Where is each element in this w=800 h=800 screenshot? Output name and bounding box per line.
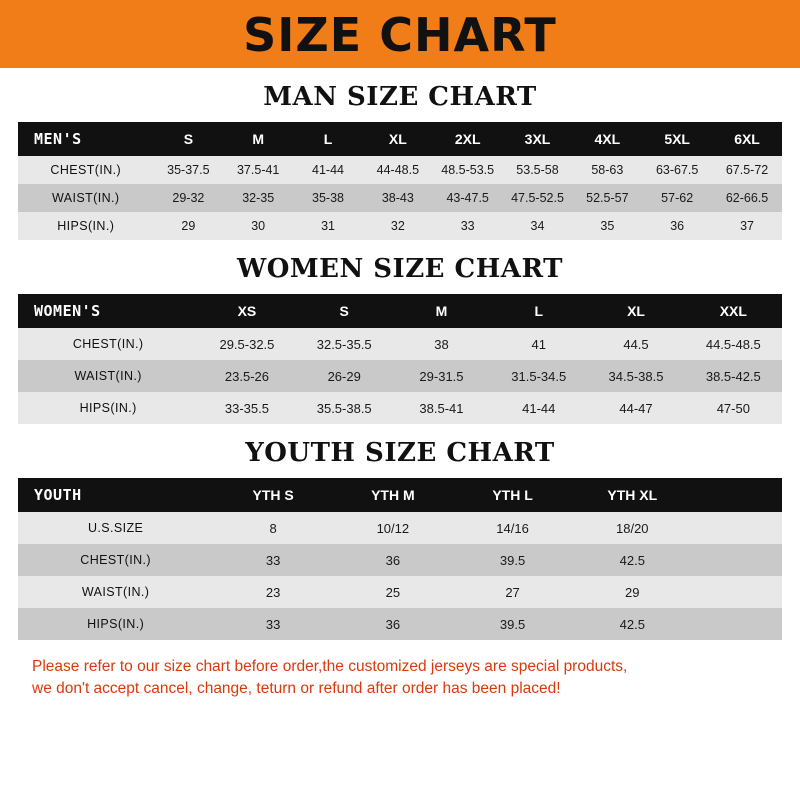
men-col-8: 6XL xyxy=(734,131,760,147)
men-hips-6: 35 xyxy=(600,219,615,233)
section-title-youth: YOUTH SIZE CHART xyxy=(245,438,555,468)
youth-cell-spacer xyxy=(692,576,782,608)
women-chest-0: 29.5-32.5 xyxy=(219,336,275,352)
youth-cell-spacer xyxy=(692,512,782,544)
women-waist-3: 31.5-34.5 xyxy=(511,368,567,384)
youth-hips-2: 39.5 xyxy=(499,616,526,632)
youth-col-1: YTH M xyxy=(371,487,415,503)
men-corner-label: MEN'S xyxy=(34,130,82,148)
men-size-table xyxy=(18,122,782,240)
youth-hips-1: 36 xyxy=(385,616,401,632)
women-hips-1: 35.5-38.5 xyxy=(316,400,372,416)
men-chest-4: 48.5-53.5 xyxy=(441,163,495,177)
men-waist-4: 43-47.5 xyxy=(446,191,489,205)
youth-size-table xyxy=(18,478,782,640)
youth-waist-2: 27 xyxy=(505,584,520,600)
women-hips-0: 33-35.5 xyxy=(224,400,269,416)
youth-waist-0: 23 xyxy=(265,584,281,600)
youth-col-spacer xyxy=(692,478,782,512)
men-hips-0: 29 xyxy=(181,219,196,233)
chart-content xyxy=(0,82,800,701)
youth-col-2: YTH L xyxy=(492,487,533,503)
women-row-label-hips: HIPS(IN.) xyxy=(79,401,137,415)
table-row xyxy=(18,544,782,576)
table-header-row xyxy=(18,478,782,512)
women-chest-3: 41 xyxy=(531,336,546,352)
women-size-table xyxy=(18,294,782,424)
table-row xyxy=(18,212,782,240)
table-row xyxy=(18,184,782,212)
youth-hips-0: 33 xyxy=(265,616,281,632)
women-hips-5: 47-50 xyxy=(716,400,750,416)
youth-row-label-waist: WAIST(IN.) xyxy=(81,585,150,599)
youth-cell-spacer xyxy=(692,544,782,576)
men-chest-1: 37.5-41 xyxy=(236,163,280,177)
section-man xyxy=(18,82,782,240)
women-col-1: S xyxy=(339,303,349,319)
youth-chest-0: 33 xyxy=(265,552,281,568)
men-row-label-waist: WAIST(IN.) xyxy=(52,191,120,205)
men-table-header xyxy=(18,122,782,156)
youth-chest-1: 36 xyxy=(385,552,401,568)
youth-table-body xyxy=(18,512,782,640)
men-waist-5: 47.5-52.5 xyxy=(511,191,564,205)
youth-waist-1: 25 xyxy=(385,584,401,600)
women-row-label-waist: WAIST(IN.) xyxy=(74,369,142,383)
men-waist-1: 32-35 xyxy=(242,191,275,205)
men-col-5: 3XL xyxy=(524,131,551,147)
men-waist-2: 35-38 xyxy=(312,191,345,205)
page-banner xyxy=(0,0,800,68)
men-row-label-hips: HIPS(IN.) xyxy=(57,219,115,233)
women-hips-2: 38.5-41 xyxy=(419,400,464,416)
women-waist-4: 34.5-38.5 xyxy=(608,368,664,384)
men-col-7: 5XL xyxy=(664,131,690,147)
men-waist-7: 57-62 xyxy=(661,191,694,205)
notice-line-2: we don't accept cancel, change, teturn or refund after order has been placed! xyxy=(32,680,561,698)
men-row-label-chest: CHEST(IN.) xyxy=(50,163,122,177)
men-hips-4: 33 xyxy=(460,219,475,233)
youth-col-3: YTH XL xyxy=(607,487,658,503)
page-title: SIZE CHART xyxy=(243,8,557,62)
youth-ussize-0: 8 xyxy=(269,520,277,536)
men-chest-7: 63-67.5 xyxy=(655,163,699,177)
youth-row-label-hips: HIPS(IN.) xyxy=(87,617,145,631)
men-waist-0: 29-32 xyxy=(172,191,205,205)
men-waist-8: 62-66.5 xyxy=(725,191,769,205)
men-chest-6: 58-63 xyxy=(591,163,624,177)
youth-ussize-2: 14/16 xyxy=(496,520,529,536)
women-chest-5: 44.5-48.5 xyxy=(705,336,761,352)
women-corner-label: WOMEN'S xyxy=(34,302,101,320)
section-title-women: WOMEN SIZE CHART xyxy=(237,254,563,284)
men-col-0: S xyxy=(183,131,194,147)
section-title-man: MAN SIZE CHART xyxy=(263,82,537,112)
men-col-6: 4XL xyxy=(594,131,621,147)
youth-row-label-ussize: U.S.SIZE xyxy=(87,521,144,535)
men-hips-5: 34 xyxy=(530,219,545,233)
section-youth xyxy=(18,438,782,640)
youth-chest-2: 39.5 xyxy=(499,552,526,568)
table-header-row xyxy=(18,122,782,156)
youth-waist-3: 29 xyxy=(625,584,640,600)
men-waist-6: 52.5-57 xyxy=(586,191,629,205)
men-hips-8: 37 xyxy=(740,219,754,233)
women-waist-2: 29-31.5 xyxy=(419,368,464,384)
table-row xyxy=(18,392,782,424)
women-col-5: XXL xyxy=(719,303,747,319)
table-row xyxy=(18,156,782,184)
youth-ussize-3: 18/20 xyxy=(616,520,649,536)
youth-chest-3: 42.5 xyxy=(619,552,645,568)
table-row xyxy=(18,328,782,360)
men-col-1: M xyxy=(252,131,265,147)
women-chest-2: 38 xyxy=(434,336,449,352)
youth-col-0: YTH S xyxy=(252,487,294,503)
men-chest-3: 44-48.5 xyxy=(376,163,420,177)
women-col-3: L xyxy=(534,303,544,319)
women-waist-5: 38.5-42.5 xyxy=(705,368,761,384)
youth-hips-3: 42.5 xyxy=(619,616,645,632)
women-hips-4: 44-47 xyxy=(619,400,653,416)
men-hips-7: 36 xyxy=(670,219,685,233)
men-hips-1: 30 xyxy=(251,219,266,233)
youth-table-header xyxy=(18,478,782,512)
men-waist-3: 38-43 xyxy=(381,191,414,205)
notice-line-1: Please refer to our size chart before order,the customized jerseys are special products, xyxy=(32,658,628,675)
women-waist-1: 26-29 xyxy=(327,368,361,384)
youth-row-label-chest: CHEST(IN.) xyxy=(80,553,151,567)
men-hips-2: 31 xyxy=(321,219,335,233)
women-col-0: XS xyxy=(237,303,257,319)
men-chest-8: 67.5-72 xyxy=(725,163,769,177)
men-hips-3: 32 xyxy=(390,219,405,233)
women-col-4: XL xyxy=(627,303,645,319)
men-table-body xyxy=(18,156,782,240)
youth-corner-label: YOUTH xyxy=(34,486,82,504)
women-row-label-chest: CHEST(IN.) xyxy=(72,337,144,351)
table-row xyxy=(18,360,782,392)
women-chest-1: 32.5-35.5 xyxy=(316,336,372,352)
table-header-row xyxy=(18,294,782,328)
men-chest-0: 35-37.5 xyxy=(167,163,210,177)
women-hips-3: 41-44 xyxy=(522,400,556,416)
men-col-2: L xyxy=(323,131,333,147)
women-table-body xyxy=(18,328,782,424)
women-chest-4: 44.5 xyxy=(623,336,649,352)
men-col-4: 2XL xyxy=(454,131,481,147)
women-waist-0: 23.5-26 xyxy=(224,368,269,384)
men-chest-2: 41-44 xyxy=(312,163,345,177)
men-chest-5: 53.5-58 xyxy=(516,163,559,177)
women-col-2: M xyxy=(435,303,448,319)
section-women xyxy=(18,254,782,424)
table-row xyxy=(18,608,782,640)
men-col-3: XL xyxy=(388,131,407,147)
youth-cell-spacer xyxy=(692,608,782,640)
table-row xyxy=(18,576,782,608)
youth-ussize-1: 10/12 xyxy=(376,520,410,536)
order-notice xyxy=(18,656,782,701)
table-row xyxy=(18,512,782,544)
women-table-header xyxy=(18,294,782,328)
